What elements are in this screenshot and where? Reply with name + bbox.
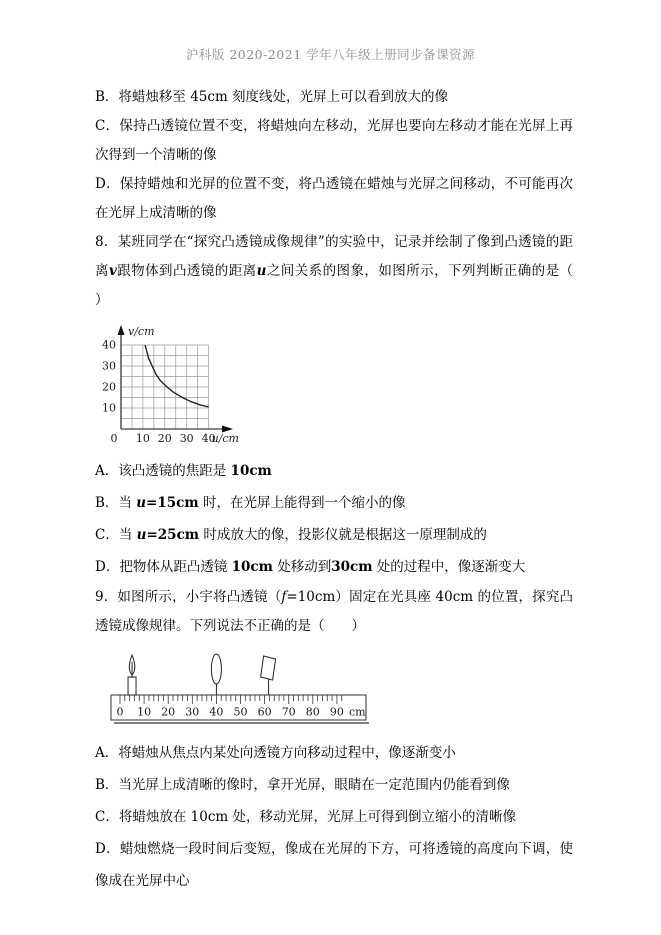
q8-stem [95, 228, 601, 315]
q8-stem-text [95, 234, 600, 308]
text-segment: 处移动到 [272, 559, 332, 575]
axes [121, 331, 226, 429]
screen-icon [261, 656, 276, 695]
y-tick-label: 20 [102, 380, 116, 394]
q8-option-c [95, 519, 573, 551]
option-label: D． [95, 841, 120, 857]
option-label: B． [95, 495, 119, 511]
ruler-number: 10 [137, 705, 152, 719]
text-segment: f [281, 589, 287, 605]
candle-icon [128, 655, 136, 695]
text-segment: 跟物体到凸透镜的距离 [116, 263, 257, 279]
option-text [118, 89, 448, 105]
optical-bench-diagram [109, 644, 379, 730]
lens-glass [211, 654, 221, 684]
text-segment: 8．某班同学在“探究凸透镜成像规律”的实验中，记录并绘制了像到凸透镜的距离 [95, 234, 573, 279]
text-segment: 保持蜡烛和光屏的位置不变，将凸透镜在蜡烛与光屏之间移动，不可能再次在光屏上成清晰的像 [95, 176, 574, 221]
q8-option-d [95, 551, 573, 583]
q9-optical-bench-figure [109, 644, 573, 732]
option-text [118, 495, 405, 511]
text-segment: =15cm [146, 495, 199, 511]
text-segment: 10cm [230, 463, 272, 479]
text-segment: 当 [118, 495, 137, 511]
document-body [95, 83, 601, 897]
text-segment: 将蜡烛放在 10cm 处，移动光屏，光屏上可得到倒立缩小的清晰像 [118, 809, 516, 825]
option-label: B． [95, 777, 119, 793]
option-label: A． [95, 463, 119, 479]
x-tick-label: 10 [135, 432, 150, 445]
text-segment: 10cm [231, 559, 273, 575]
text-segment: =10cm）固定在光具座 40cm 的位置，探究凸透镜成像规律。下列说法不正确的是（ ） [95, 589, 573, 634]
q8-option-b [95, 487, 573, 519]
text-segment: 保持凸透镜位置不变，将蜡烛向左移动，光屏也要向左移动才能在光屏上再次得到一个清晰的像 [95, 118, 573, 163]
option-label: C． [95, 118, 120, 134]
ruler-number: 80 [305, 705, 320, 719]
q7-option-c [95, 112, 573, 170]
q9-stem-text [95, 589, 573, 634]
text-segment: 时，在光屏上能得到一个缩小的像 [198, 495, 406, 511]
y-axis-arrow [118, 325, 125, 335]
text-segment: 把物体从距凸透镜 [119, 559, 232, 575]
option-text [95, 176, 573, 221]
ruler-number: 90 [329, 705, 344, 719]
option-label: D． [95, 559, 120, 575]
text-segment: v [108, 263, 117, 279]
q8-option-a [95, 455, 573, 487]
q8-uv-graph-figure [95, 324, 573, 452]
text-segment: 将蜡烛移至 45cm 刻度线处，光屏上可以看到放大的像 [118, 89, 449, 105]
option-text [95, 841, 573, 889]
uv-curve-chart [95, 324, 255, 452]
y-axis-label: v/cm [128, 325, 155, 338]
y-tick-label: 30 [102, 359, 116, 373]
text-segment: 之间关系的图象，如图所示，下列判断正确的是（ ） [95, 263, 601, 308]
page-header-watermark: 沪科版 2020-2021 学年八年级上册同步备课资源 [185, 47, 476, 62]
ruler-number: 60 [257, 705, 272, 719]
text-segment: 将蜡烛从焦点内某处向透镜方向移动过程中，像逐渐变小 [118, 745, 456, 761]
x-axis-label: u/cm [211, 432, 239, 445]
option-label: A． [95, 745, 119, 761]
y-tick-label: 10 [102, 401, 116, 415]
ruler-unit-label: cm [349, 705, 366, 719]
option-text [118, 777, 510, 793]
ruler-number: 0 [116, 705, 124, 719]
text-segment: 时成放大的像，投影仪就是根据这一原理制成的 [199, 527, 487, 543]
screen-panel [261, 656, 276, 680]
q9-option-b [95, 769, 573, 801]
ruler-number: 40 [209, 705, 224, 719]
ruler-number: 50 [233, 705, 248, 719]
option-text [119, 527, 487, 543]
option-label: C． [95, 809, 119, 825]
option-text [118, 463, 272, 479]
option-text [95, 118, 573, 163]
grid-lines [121, 345, 209, 429]
x-tick-label: 40 [201, 432, 216, 445]
text-segment: u [256, 263, 267, 279]
x-tick-label: 20 [157, 432, 172, 445]
text-segment: 30cm [331, 559, 373, 575]
text-segment: 蜡烛燃烧一段时间后变短，像成在光屏的下方，可将透镜的高度向下调，使像成在光屏中心 [95, 841, 574, 889]
ruler-number: 20 [161, 705, 176, 719]
text-segment: u [136, 527, 147, 543]
option-text [119, 559, 525, 575]
candle-body [128, 677, 136, 695]
q9-option-a [95, 737, 573, 769]
text-segment: 该凸透镜的焦距是 [118, 463, 231, 479]
option-text [118, 745, 456, 761]
x-tick-label: 30 [179, 432, 194, 445]
option-label: B． [95, 89, 119, 105]
lens-icon [211, 654, 221, 695]
text-segment: u [136, 495, 147, 511]
option-text [119, 809, 516, 825]
option-label: D． [95, 176, 120, 192]
text-segment: =25cm [146, 527, 200, 543]
q9-option-d [95, 833, 573, 897]
text-segment: 当 [118, 527, 137, 543]
text-segment: 当光屏上成清晰的像时，拿开光屏，眼睛在一定范围内仍能看到像 [118, 777, 510, 793]
q7-option-d [95, 170, 573, 228]
x-tick-label: 0 [110, 432, 118, 445]
y-tick-label: 40 [102, 338, 116, 352]
text-segment: 9．如图所示，小宇将凸透镜（ [95, 589, 282, 605]
ruler-number: 30 [185, 705, 200, 719]
q9-option-c [95, 801, 573, 833]
q9-stem [95, 583, 573, 641]
text-segment: 处的过程中，像逐渐变大 [372, 559, 526, 575]
option-label: C． [95, 527, 119, 543]
q7-option-b [95, 83, 573, 112]
ruler-number: 70 [281, 705, 296, 719]
